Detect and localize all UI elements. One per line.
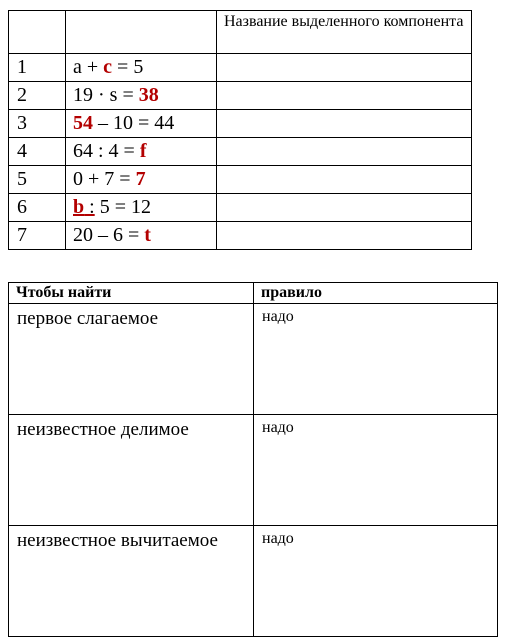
highlighted-component: b: [73, 196, 85, 218]
rules-table: [8, 282, 498, 637]
component-name-header-cell[interactable]: [217, 11, 472, 54]
expression-cell: [66, 166, 217, 194]
rule-cell[interactable]: надо: [254, 526, 498, 637]
table-row: [9, 138, 472, 166]
table-row: [9, 54, 472, 82]
table-row: [9, 110, 472, 138]
expression-text: 19 · s =: [73, 84, 139, 106]
rule-header: правило: [254, 283, 498, 304]
expression-cell: [66, 54, 217, 82]
underlined-part: [73, 196, 95, 218]
answer-cell[interactable]: [217, 110, 472, 138]
row-number: 3: [9, 110, 66, 138]
rule-cell[interactable]: надо: [254, 415, 498, 526]
row-number: 6: [9, 194, 66, 222]
to-find-header: Чтобы найти: [9, 283, 254, 304]
row-number: 4: [9, 138, 66, 166]
answer-cell[interactable]: [217, 166, 472, 194]
table-row: [9, 194, 472, 222]
row-number: 1: [9, 54, 66, 82]
expression-text: – 10 = 44: [93, 112, 175, 134]
expression-cell: [66, 138, 217, 166]
rule-cell[interactable]: надо: [254, 304, 498, 415]
expression-text: 20 – 6 =: [73, 224, 145, 246]
to-find-cell: неизвестное вычитаемое: [9, 526, 254, 637]
answer-cell[interactable]: [217, 82, 472, 110]
table-header-row: [9, 11, 472, 54]
table-row: [9, 415, 498, 526]
highlighted-component: f: [139, 140, 147, 162]
expression-cell: [66, 222, 217, 250]
highlighted-component: 38: [138, 84, 159, 106]
expression-text: 5 = 12: [94, 196, 151, 218]
highlighted-component: c: [103, 56, 113, 78]
expression-text: :: [84, 196, 95, 218]
number-header-cell: [9, 11, 66, 54]
expression-text: = 5: [112, 56, 144, 78]
expression-header-cell: [66, 11, 217, 54]
to-find-cell: первое слагаемое: [9, 304, 254, 415]
table-row: [9, 166, 472, 194]
row-number: 5: [9, 166, 66, 194]
answer-cell[interactable]: [217, 54, 472, 82]
components-table: [8, 10, 472, 250]
table-row: [9, 222, 472, 250]
expression-cell: [66, 110, 217, 138]
component-name-header: Название выделенного компонента: [224, 13, 464, 30]
answer-cell[interactable]: [217, 194, 472, 222]
table-row: [9, 82, 472, 110]
expression-text: 64 : 4 =: [73, 140, 140, 162]
highlighted-component: t: [144, 224, 151, 246]
table-header-row: [9, 283, 498, 304]
highlighted-component: 54: [73, 112, 93, 134]
answer-cell[interactable]: [217, 138, 472, 166]
table-row: [9, 304, 498, 415]
to-find-cell: неизвестное делимое: [9, 415, 254, 526]
table-row: [9, 526, 498, 637]
row-number: 7: [9, 222, 66, 250]
row-number: 2: [9, 82, 66, 110]
expression-text: 0 + 7 =: [73, 168, 136, 190]
answer-cell[interactable]: [217, 222, 472, 250]
expression-cell: [66, 82, 217, 110]
expression-cell: [66, 194, 217, 222]
expression-text: a +: [73, 56, 104, 78]
highlighted-component: 7: [135, 168, 146, 190]
